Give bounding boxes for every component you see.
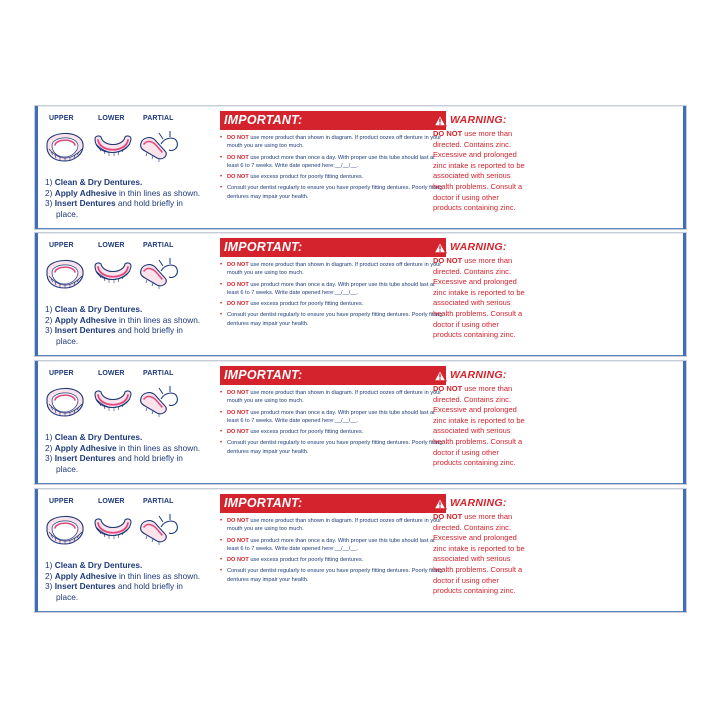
- label-partial: PARTIAL: [143, 498, 174, 505]
- label-lower: LOWER: [98, 370, 125, 377]
- do-not-label: DO NOT: [227, 135, 249, 141]
- step-1: [45, 177, 215, 188]
- do-not-label: DO NOT: [433, 256, 463, 265]
- step-text-continued: place.: [56, 463, 79, 474]
- bullet-icon: •: [220, 390, 223, 396]
- label-lower: LOWER: [98, 242, 125, 249]
- denture-diagrams: [43, 127, 193, 165]
- important-list: [220, 517, 446, 587]
- step-text: in thin lines as shown.: [116, 570, 201, 581]
- denture-labels: [49, 370, 199, 380]
- important-item: [220, 154, 446, 171]
- step-number: 1): [45, 177, 53, 187]
- step-text: and hold briefly in: [115, 198, 183, 208]
- warning-text: [433, 384, 529, 469]
- bullet-icon: •: [220, 537, 223, 544]
- warning-triangle-icon: [433, 369, 447, 382]
- step-number: 1): [45, 432, 53, 442]
- step-text: in thin lines as shown.: [116, 314, 201, 325]
- label-upper: UPPER: [49, 242, 74, 249]
- important-text: use more product than shown in diagram. If product oozes off denture in your mouth you are using too much.: [227, 518, 442, 533]
- important-item: [220, 261, 446, 278]
- partial-denture-icon: [141, 386, 178, 417]
- step-number: 2): [45, 314, 53, 325]
- important-text: Consult your dentist regularly to ensure you have properly fitting dentures. Poorly fitting dentures may impair your health.: [227, 568, 443, 583]
- bullet-icon: •: [220, 281, 223, 288]
- warning-triangle-icon: [433, 497, 447, 510]
- step-text: and hold briefly in: [115, 453, 183, 463]
- do-not-label: DO NOT: [433, 512, 463, 521]
- step-bold-text: Clean & Dry Dentures.: [54, 177, 143, 187]
- step-bold-text: Apply Adhesive: [54, 570, 117, 581]
- step-text: in thin lines as shown.: [116, 442, 201, 453]
- usage-steps: [45, 177, 215, 219]
- important-text: use excess product for poorly fitting dentures.: [248, 301, 364, 308]
- step-bold-text: Insert Dentures: [54, 581, 116, 591]
- label-partial: PARTIAL: [143, 242, 174, 249]
- important-item: [220, 173, 446, 181]
- important-text: Consult your dentist regularly to ensure you have properly fitting dentures. Poorly fitting dentures may impair your health.: [227, 312, 443, 327]
- important-header: [220, 238, 446, 257]
- bullet-icon: •: [220, 262, 223, 268]
- step-number: 3): [45, 581, 53, 591]
- lower-denture-icon: [95, 263, 131, 283]
- important-title: IMPORTANT:: [224, 496, 303, 510]
- step-2: [45, 571, 215, 582]
- important-text: Consult your dentist regularly to ensure you have properly fitting dentures. Poorly fitting dentures may impair your health.: [227, 185, 443, 200]
- step-1: [45, 432, 215, 443]
- bullet-icon: •: [220, 557, 223, 564]
- important-item: [220, 134, 446, 151]
- do-not-label: DO NOT: [433, 129, 463, 138]
- step-1: [45, 304, 215, 315]
- denture-labels: [49, 242, 199, 252]
- do-not-label: DO NOT: [227, 301, 249, 308]
- do-not-label: DO NOT: [227, 518, 249, 524]
- warning-triangle-icon: [433, 241, 447, 254]
- step-bold-text: Apply Adhesive: [54, 314, 117, 325]
- label-lower: LOWER: [98, 115, 125, 122]
- bullet-icon: •: [220, 429, 223, 436]
- important-text: use excess product for poorly fitting dentures.: [248, 557, 364, 564]
- step-number: 1): [45, 560, 53, 570]
- label-panel-3: [34, 360, 687, 485]
- important-text: use excess product for poorly fitting dentures.: [248, 429, 364, 436]
- warning-body: use more than directed. Contains zinc. Excessive and prolonged zinc intake is reported to be associated with serious health problems. Consult a doctor if using other products containing zinc.: [433, 384, 525, 468]
- warning-text: [433, 512, 529, 597]
- label-upper: UPPER: [49, 115, 74, 122]
- bullet-icon: •: [220, 440, 223, 447]
- important-header: [220, 366, 446, 385]
- label-panel-2: [34, 232, 687, 357]
- do-not-label: DO NOT: [433, 384, 463, 393]
- important-item: [220, 567, 446, 584]
- warning-header: [433, 114, 553, 128]
- bullet-icon: •: [220, 568, 223, 575]
- do-not-label: DO NOT: [227, 281, 249, 288]
- warning-title: WARNING:: [450, 369, 507, 381]
- warning-title: WARNING:: [450, 114, 507, 126]
- important-item: [220, 517, 446, 534]
- important-text: use more product than shown in diagram. If product oozes off denture in your mouth you are using too much.: [227, 390, 442, 405]
- lower-denture-icon: [95, 519, 131, 539]
- important-text: use more product than shown in diagram. If product oozes off denture in your mouth you are using too much.: [227, 262, 442, 277]
- step-text: in thin lines as shown.: [116, 187, 201, 198]
- bullet-icon: •: [220, 301, 223, 308]
- step-bold-text: Clean & Dry Dentures.: [54, 432, 143, 442]
- warning-body: use more than directed. Contains zinc. Excessive and prolonged zinc intake is reported to be associated with serious health problems. Consult a doctor if using other products containing zinc.: [433, 512, 525, 596]
- important-list: [220, 261, 446, 331]
- important-item: [220, 281, 446, 298]
- bullet-icon: •: [220, 409, 223, 416]
- important-header: [220, 111, 446, 130]
- do-not-label: DO NOT: [227, 174, 249, 181]
- step-2: [45, 315, 215, 326]
- important-item: [220, 439, 446, 456]
- warning-body: use more than directed. Contains zinc. Excessive and prolonged zinc intake is reported to be associated with serious health problems. Consult a doctor if using other products containing zinc.: [433, 256, 525, 340]
- label-partial: PARTIAL: [143, 115, 174, 122]
- important-text: use excess product for poorly fitting dentures.: [248, 174, 364, 181]
- warning-text: [433, 129, 529, 214]
- important-list: [220, 389, 446, 459]
- step-number: 1): [45, 304, 53, 314]
- usage-steps: [45, 560, 215, 602]
- warning-triangle-icon: [433, 114, 447, 127]
- label-upper: UPPER: [49, 498, 74, 505]
- label-panel-4: [34, 488, 687, 613]
- step-number: 2): [45, 570, 53, 581]
- partial-denture-icon: [141, 131, 178, 162]
- step-number: 3): [45, 453, 53, 463]
- warning-body: use more than directed. Contains zinc. Excessive and prolonged zinc intake is reported to be associated with serious health problems. Consult a doctor if using other products containing zinc.: [433, 129, 525, 213]
- step-number: 2): [45, 442, 53, 453]
- upper-denture-icon: [47, 388, 83, 416]
- important-text: Consult your dentist regularly to ensure you have properly fitting dentures. Poorly fitting dentures may impair your health.: [227, 440, 443, 455]
- step-bold-text: Insert Dentures: [54, 198, 116, 208]
- warning-title: WARNING:: [450, 241, 507, 253]
- step-3: [45, 453, 215, 474]
- bullet-icon: •: [220, 135, 223, 141]
- step-bold-text: Clean & Dry Dentures.: [54, 560, 143, 570]
- do-not-label: DO NOT: [227, 409, 249, 416]
- step-bold-text: Insert Dentures: [54, 325, 116, 335]
- step-3: [45, 325, 215, 346]
- step-bold-text: Clean & Dry Dentures.: [54, 304, 143, 314]
- step-text-continued: place.: [56, 208, 79, 219]
- warning-text: [433, 256, 529, 341]
- step-bold-text: Apply Adhesive: [54, 187, 117, 198]
- do-not-label: DO NOT: [227, 154, 249, 161]
- important-header: [220, 494, 446, 513]
- bullet-icon: •: [220, 185, 223, 192]
- bullet-icon: •: [220, 174, 223, 181]
- important-item: [220, 300, 446, 308]
- usage-steps: [45, 304, 215, 346]
- important-item: [220, 556, 446, 564]
- step-3: [45, 198, 215, 219]
- label-lower: LOWER: [98, 498, 125, 505]
- step-3: [45, 581, 215, 602]
- important-item: [220, 184, 446, 201]
- upper-denture-icon: [47, 133, 83, 161]
- label-panel-1: [34, 105, 687, 230]
- denture-diagrams: [43, 510, 193, 548]
- step-number: 3): [45, 198, 53, 208]
- step-number: 3): [45, 325, 53, 335]
- denture-diagrams: [43, 254, 193, 292]
- usage-steps: [45, 432, 215, 474]
- step-number: 2): [45, 187, 53, 198]
- important-item: [220, 311, 446, 328]
- important-title: IMPORTANT:: [224, 368, 303, 382]
- upper-denture-icon: [47, 260, 83, 288]
- denture-labels: [49, 498, 199, 508]
- important-item: [220, 428, 446, 436]
- do-not-label: DO NOT: [227, 390, 249, 396]
- important-text: use product more than once a day. With proper use this tube should last at least 6 to 7 weeks. Write date opened here:__/__/__.: [227, 281, 435, 296]
- do-not-label: DO NOT: [227, 557, 249, 564]
- warning-title: WARNING:: [450, 497, 507, 509]
- warning-header: [433, 241, 553, 255]
- important-list: [220, 134, 446, 204]
- bullet-icon: •: [220, 312, 223, 319]
- important-title: IMPORTANT:: [224, 240, 303, 254]
- bullet-icon: •: [220, 154, 223, 161]
- step-text-continued: place.: [56, 335, 79, 346]
- denture-labels: [49, 115, 199, 125]
- step-2: [45, 443, 215, 454]
- warning-header: [433, 369, 553, 383]
- important-item: [220, 409, 446, 426]
- important-text: use product more than once a day. With proper use this tube should last at least 6 to 7 weeks. Write date opened here:__/__/__.: [227, 537, 435, 552]
- upper-denture-icon: [47, 516, 83, 544]
- step-text: and hold briefly in: [115, 581, 183, 591]
- important-item: [220, 389, 446, 406]
- bullet-icon: •: [220, 518, 223, 524]
- step-1: [45, 560, 215, 571]
- partial-denture-icon: [141, 258, 178, 289]
- warning-header: [433, 497, 553, 511]
- step-bold-text: Insert Dentures: [54, 453, 116, 463]
- label-partial: PARTIAL: [143, 370, 174, 377]
- important-text: use product more than once a day. With proper use this tube should last at least 6 to 7 weeks. Write date opened here:__/__/__.: [227, 409, 435, 424]
- step-bold-text: Apply Adhesive: [54, 442, 117, 453]
- important-item: [220, 537, 446, 554]
- do-not-label: DO NOT: [227, 262, 249, 268]
- do-not-label: DO NOT: [227, 429, 249, 436]
- denture-diagrams: [43, 382, 193, 420]
- label-upper: UPPER: [49, 370, 74, 377]
- step-text-continued: place.: [56, 591, 79, 602]
- do-not-label: DO NOT: [227, 537, 249, 544]
- important-text: use product more than once a day. With proper use this tube should last at least 6 to 7 weeks. Write date opened here:__/__/__.: [227, 154, 435, 169]
- lower-denture-icon: [95, 136, 131, 156]
- lower-denture-icon: [95, 391, 131, 411]
- step-2: [45, 188, 215, 199]
- important-title: IMPORTANT:: [224, 113, 303, 127]
- step-text: and hold briefly in: [115, 325, 183, 335]
- partial-denture-icon: [141, 514, 178, 545]
- important-text: use more product than shown in diagram. If product oozes off denture in your mouth you are using too much.: [227, 135, 442, 150]
